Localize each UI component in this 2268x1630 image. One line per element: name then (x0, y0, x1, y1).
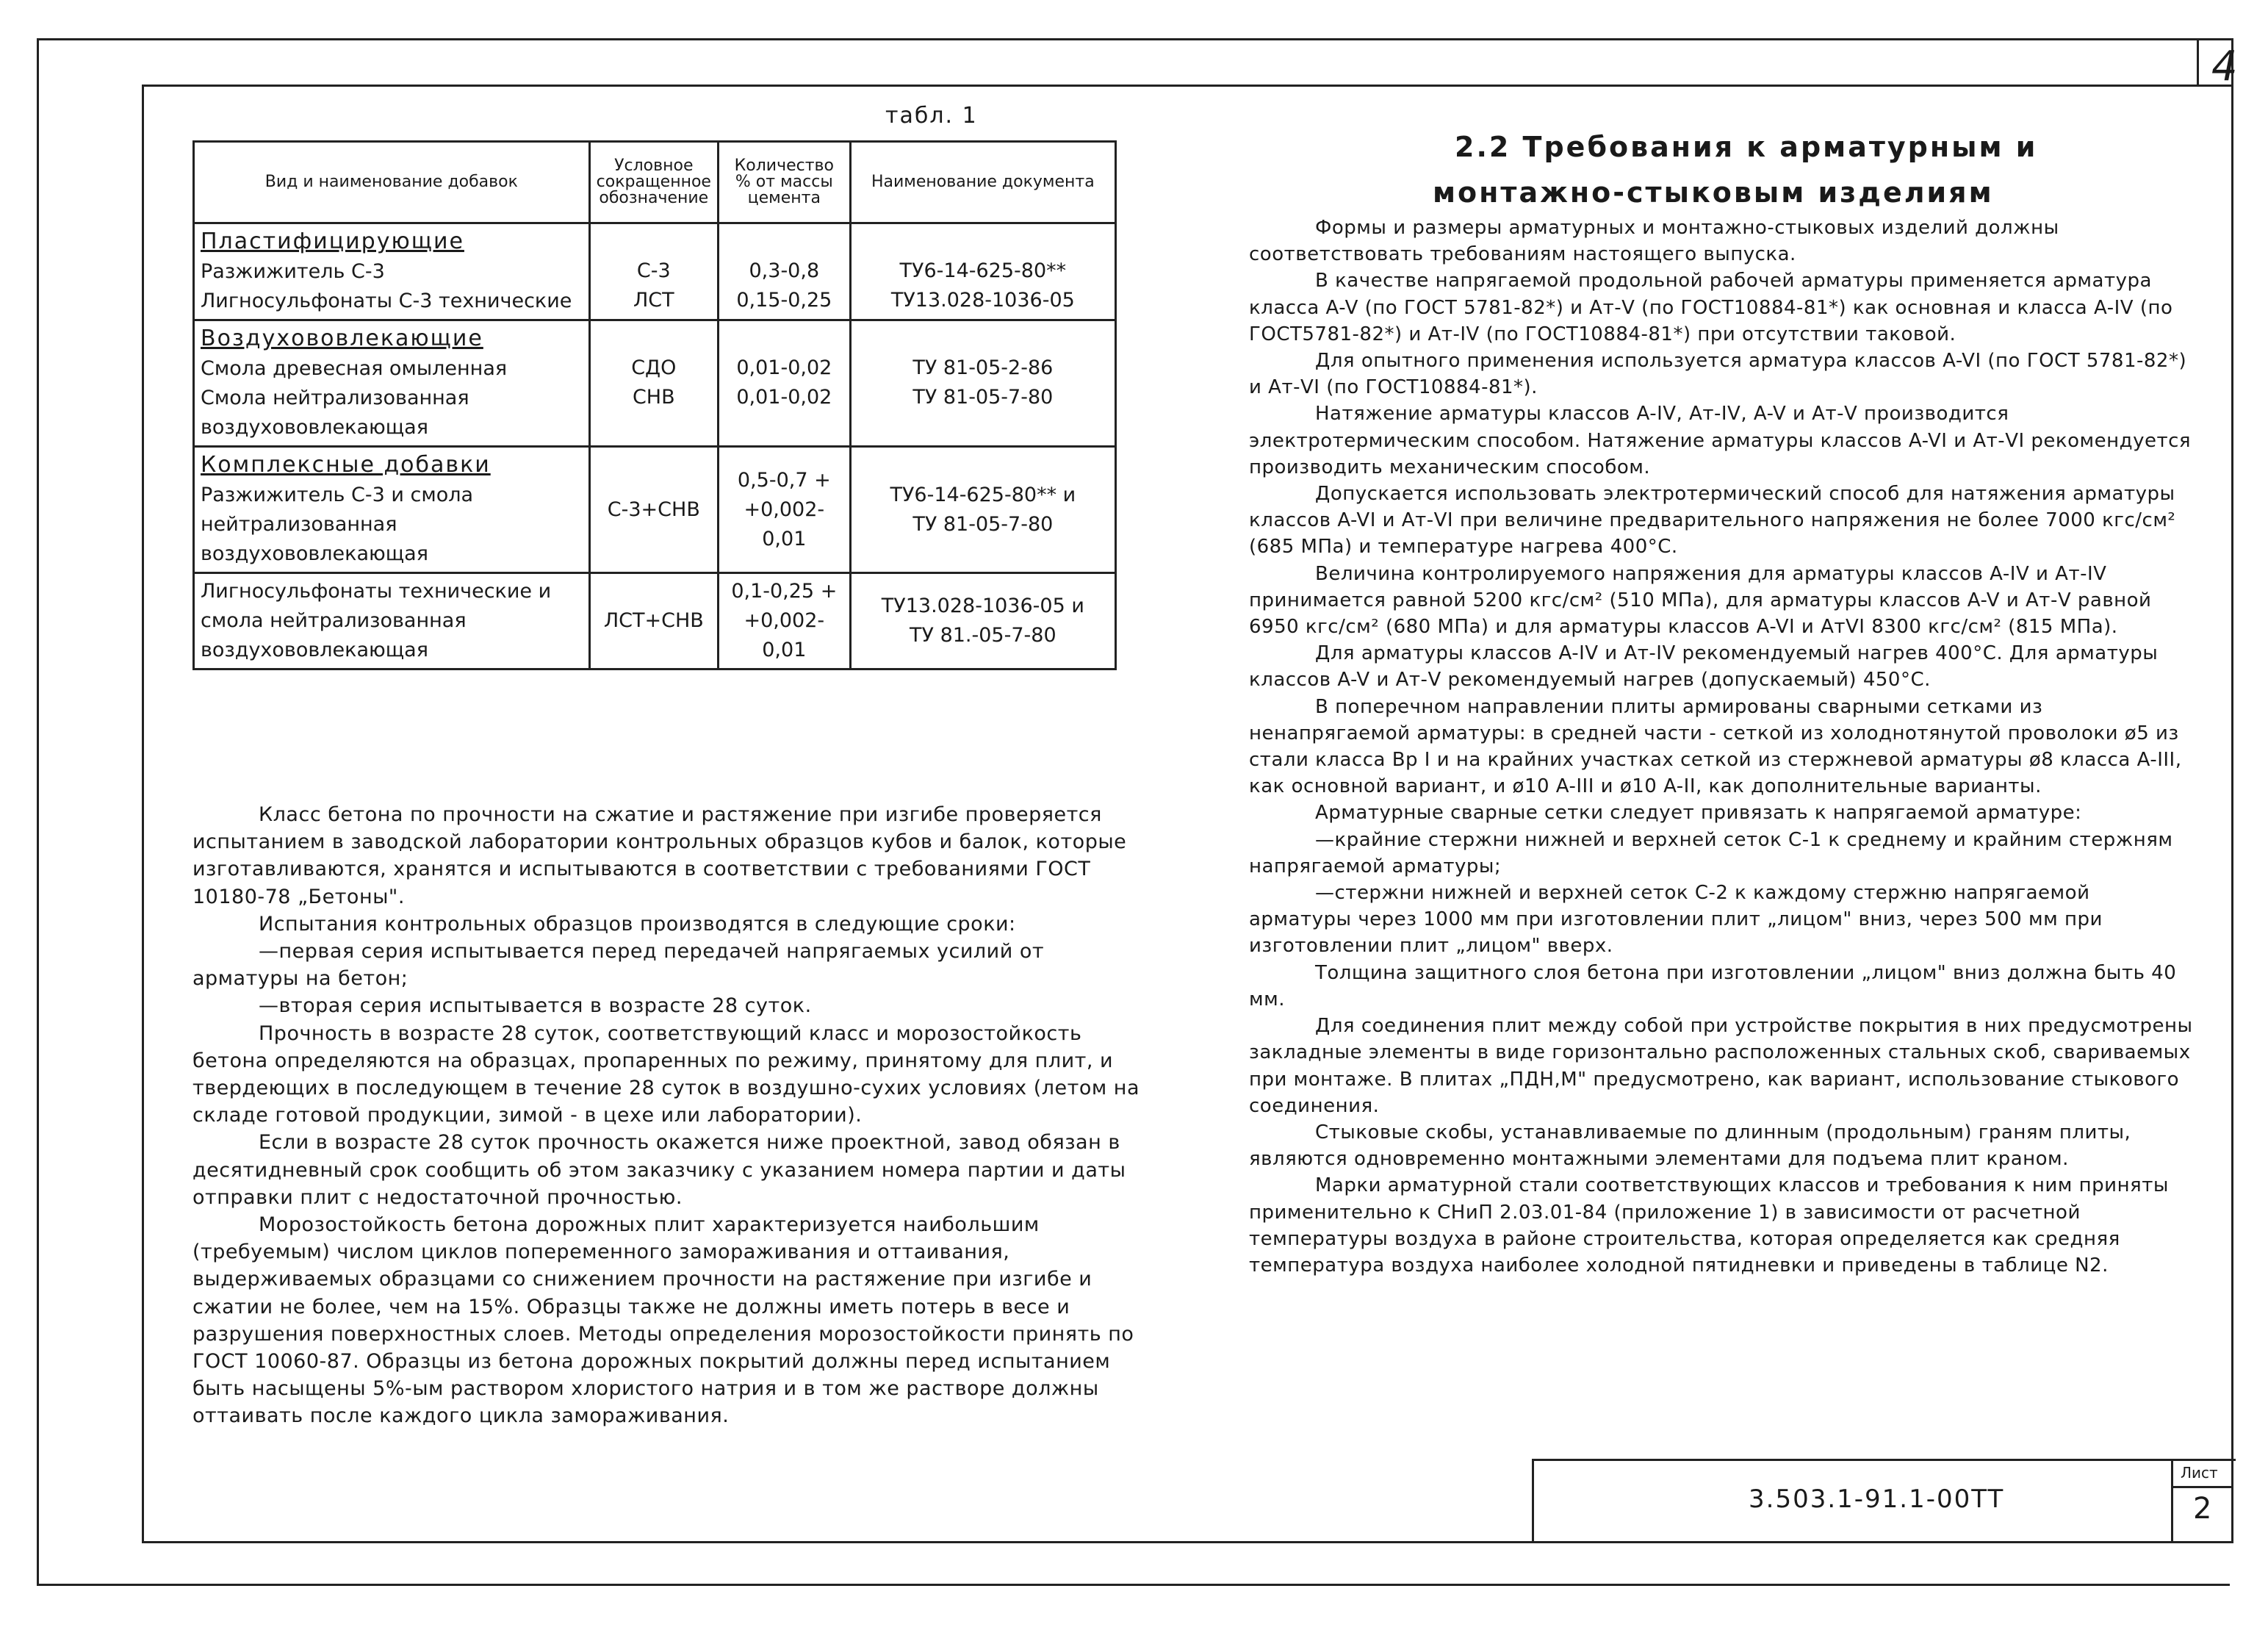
paragraph: Формы и размеры арматурных и монтажно-стыковых изделий должны соответствовать требованиям настоящего выпуска. (1249, 217, 2059, 266)
table-group-row (194, 223, 1116, 320)
row-abbr: С-3+СНВ (607, 498, 700, 521)
page-number-box-left (2197, 38, 2199, 87)
paragraph: Величина контролируемого напряжения для арматуры классов A-IV и Aт-IV принимается равной 5200 кгс/см² (510 МПа), для арматуры классов A-V и Aт-V равной 6950 кгс/см² (680 МПа) и для арматуры классов A-VI и AтVI 8300 кгс/см² (815 МПа). (1249, 562, 2152, 639)
paragraph: Для опытного применения используется арматура классов A-VI (по ГОСТ 5781-82*) и Aт-VI (по ГОСТ10884-81*). (1249, 350, 2187, 399)
right-text-block (1249, 215, 2197, 1279)
row-abbr: СНВ (632, 386, 675, 409)
group-title: Комплексные добавки (201, 452, 491, 478)
row-name: Разжижитель С-3 (201, 260, 385, 283)
row-abbr: СДО (631, 356, 677, 379)
paragraph: Прочность в возрасте 28 суток, соответствующий класс и морозостойкость бетона определяются на образцах, пропаренных по режиму, принятому для плит, и твердеющих в последующем в течение 28 суток в воздушно-сухих условиях (летом на складе готовой продукции, зимой - в цехе или лаборатории). (192, 1022, 1140, 1127)
row-amount: 0,1-0,25 + +0,002-0,01 (731, 580, 838, 661)
paragraph: Для соединения плит между собой при устройстве покрытия в них предусмотрены закладные элементы в виде горизонтально расположенных стальных скоб, свариваемых при монтаже. В плитах „ПДН,М" предусмотрено, как вариант, использование стыкового соединения. (1249, 1015, 2193, 1117)
row-name: Лигносульфонаты С-3 технические (201, 290, 572, 312)
header-additive-name: Вид и наименование добавок (194, 142, 590, 223)
group-title: Воздухововлекающие (201, 326, 483, 351)
sheet-number: 2 (2193, 1492, 2212, 1526)
row-name: Смола нейтрализованная воздухововлекающая (201, 387, 469, 439)
paragraph: —первая серия испытывается перед передачей напрягаемых усилий от арматуры на бетон; (192, 940, 1045, 991)
document-code: 3.503.1-91.1-00TT (1749, 1484, 2005, 1514)
paragraph: Толщина защитного слоя бетона при изготовлении „лицом" вниз должна быть 40 мм. (1249, 961, 2177, 1010)
row-amount: 0,5-0,7 + +0,002-0,01 (737, 468, 831, 550)
sheet-label: Лист (2181, 1464, 2218, 1482)
paragraph: Натяжение арматуры классов A-IV, Aт-IV, A-V и Aт-V производится электротермическим способом. Натяжение арматуры классов A-VI и Aт-VI рекомендуется производить механическим способом. (1249, 403, 2192, 478)
paragraph: Стыковые скобы, устанавливаемые по длинным (продольным) граням плиты, являются одновременно монтажными элементами для подъема плит краном. (1249, 1121, 2131, 1171)
header-amount: Количество % от массы цемента (718, 142, 850, 223)
row-doc: ТУ6-14-625-80** (899, 259, 1067, 282)
table-header-row (194, 142, 1116, 223)
row-doc: ТУ6-14-625-80** и ТУ 81-05-7-80 (890, 483, 1076, 536)
row-abbr: ЛСТ+СНВ (603, 609, 704, 632)
row-amount: 0,01-0,02 (736, 356, 832, 379)
frame-bottom (37, 1584, 2230, 1586)
section-title-line2: монтажно-стыковым изделиям (1433, 176, 1994, 209)
inner-frame-top (143, 85, 2233, 87)
paragraph: Испытания контрольных образцов производятся в следующие сроки: (259, 912, 1016, 936)
inner-frame-right (2231, 38, 2233, 1543)
paragraph: —стержни нижней и верхней сеток С-2 к каждому стержню напрягаемой арматуры через 1000 мм при изготовлении плит „лицом" вниз, через 500 мм при изготовлении плит „лицом" вверх. (1249, 882, 2103, 958)
paragraph: —вторая серия испытывается в возрасте 28 суток. (259, 994, 812, 1018)
table-caption: табл. 1 (885, 103, 978, 129)
row-name: Смола древесная омыленная (201, 357, 508, 380)
row-doc: ТУ13.028-1036-05 и ТУ 81.-05-7-80 (881, 595, 1084, 647)
paragraph: Для арматуры классов A-IV и Aт-IV рекомендуемый нагрев 400°С. Для арматуры классов A-V и Aт-V рекомендуемый нагрев (допускаемый) 450°С. (1249, 642, 2159, 692)
table-row (194, 573, 1116, 669)
paragraph: Морозостойкость бетона дорожных плит характеризуется наибольшим (требуемым) числом циклов попеременного замораживания и оттаивания, выдерживаемых образцами со снижением прочности на растяжение при изгибе и сжатии не более, чем на 15%. Образцы также не должны иметь потерь в весе и разрушения поверхностных слоев. Методы определения морозостойкости принять по ГОСТ 10060-87. Образцы из бетона дорожных покрытий должны перед испытанием быть насыщены 5%-ым раствором хлористого натрия и в том же растворе должны оттаивать после каждого цикла замораживания. (192, 1213, 1134, 1428)
title-block-divider-h (2171, 1486, 2233, 1488)
header-document: Наименование документа (850, 142, 1115, 223)
section-title-line1: 2.2 Требования к арматурным и (1455, 131, 2038, 163)
paragraph: В поперечном направлении плиты армированы сварными сетками из ненапрягаемой арматуры: в средней части - сеткой из холоднотянутой проволоки ø5 из стали класса Вр I и на крайних участках сеткой из стержневой арматуры ø8 класса A-III, как основной вариант, и ø10 A-III и ø10 A-II, как дополнительные варианты. (1249, 695, 2182, 798)
row-name: Лигносульфонаты технические и смола нейтрализованная воздухововлекающая (201, 580, 552, 661)
paragraph: Если в возрасте 28 суток прочность окажется ниже проектной, завод обязан в десятидневный срок сообщить об этом заказчику с указанием номера партии и даты отправки плит с недостаточной прочностью. (192, 1131, 1126, 1209)
row-abbr: ЛСТ (633, 289, 674, 312)
row-doc: ТУ 81-05-2-86 (912, 356, 1054, 379)
paragraph: Марки арматурной стали соответствующих классов и требования к ним приняты применительно к СНиП 2.03.01-84 (приложение 1) в зависимости от расчетной температуры воздуха в районе строительства, которая определяется как средняя температура воздуха наиболее холодной пятидневки и приведены в таблице N2. (1249, 1174, 2169, 1277)
row-amount: 0,3-0,8 (749, 259, 820, 282)
row-name: Разжижитель С-3 и смола нейтрализованная воздухововлекающая (201, 484, 474, 565)
group-title: Пластифицирующие (201, 229, 464, 254)
header-abbreviation: Условное сокращенное обозначение (589, 142, 718, 223)
paragraph: Арматурные сварные сетки следует привязать к напрягаемой арматуре: (1315, 802, 2082, 825)
title-block-divider (2171, 1459, 2173, 1541)
row-doc: ТУ 81-05-7-80 (912, 386, 1054, 409)
paragraph: В качестве напрягаемой продольной рабочей арматуры применяется арматура класса A-V (по ГОСТ 5781-82*) и Aт-V (по ГОСТ10884-81*) как основная и класса A-IV (по ГОСТ5781-82*) и Aт-IV (по ГОСТ10884-81*) при отсутствии таковой. (1249, 270, 2173, 345)
row-amount: 0,15-0,25 (736, 289, 832, 312)
table-group-row (194, 320, 1116, 447)
row-abbr: С-3 (636, 259, 671, 282)
inner-frame-left (142, 85, 144, 1543)
row-amount: 0,01-0,02 (736, 386, 832, 409)
frame-left (37, 38, 39, 1585)
paragraph: Класс бетона по прочности на сжатие и растяжение при изгибе проверяется испытанием в заводской лаборатории контрольных образцов кубов и балок, которые изготавливаются, хранятся и испытываются в соответствии с требованиями ГОСТ 10180-78 „Бетоны". (192, 803, 1127, 908)
frame-top (37, 38, 2233, 40)
paragraph: Допускается использовать электротермический способ для натяжения арматуры классов A-VI и Aт-VI при величине предварительного напряжения не более 7000 кгс/см² (685 МПа) и температуре нагрева 400°С. (1249, 483, 2176, 559)
table-group-row (194, 447, 1116, 573)
page-number: 4 (2211, 43, 2238, 90)
additives-table (192, 140, 1117, 670)
row-doc: ТУ13.028-1036-05 (890, 289, 1075, 312)
paragraph: —крайние стержни нижней и верхней сеток С-1 к среднему и крайним стержням напрягаемой арматуры; (1249, 828, 2173, 877)
left-text-block (192, 801, 1140, 1430)
